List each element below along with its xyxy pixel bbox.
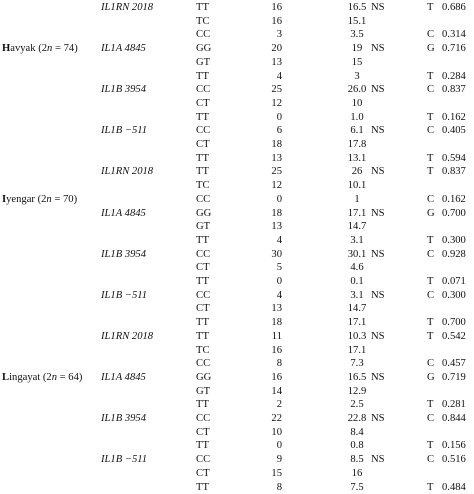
gene-locus: IL1A 4845 bbox=[101, 371, 146, 385]
allele-frequency: 0.300 bbox=[442, 289, 466, 303]
table-row bbox=[0, 111, 474, 125]
table-row bbox=[0, 1, 474, 15]
genotype-cell: TT bbox=[196, 316, 209, 330]
table-row bbox=[0, 439, 474, 453]
allele-cell: G bbox=[427, 371, 435, 385]
table-row bbox=[0, 152, 474, 166]
genotype-cell: TT bbox=[196, 165, 209, 179]
observed-count: 14 bbox=[264, 385, 282, 399]
table-row bbox=[0, 248, 474, 262]
expected-count: 19 bbox=[336, 42, 378, 56]
genotype-cell: CT bbox=[196, 261, 210, 275]
table-row bbox=[0, 138, 474, 152]
allele-frequency: 0.071 bbox=[442, 275, 466, 289]
observed-count: 11 bbox=[264, 330, 282, 344]
observed-count: 8 bbox=[264, 357, 282, 371]
genotype-cell: CC bbox=[196, 412, 210, 426]
significance-cell: NS bbox=[371, 248, 385, 262]
observed-count: 0 bbox=[264, 111, 282, 125]
expected-count: 7.5 bbox=[336, 481, 378, 494]
allele-cell: T bbox=[427, 1, 433, 15]
observed-count: 2 bbox=[264, 398, 282, 412]
allele-cell: T bbox=[427, 234, 433, 248]
allele-cell: C bbox=[427, 453, 434, 467]
allele-cell: T bbox=[427, 165, 433, 179]
allele-cell: C bbox=[427, 124, 434, 138]
gene-locus: IL1B −511 bbox=[101, 124, 147, 138]
observed-count: 4 bbox=[264, 234, 282, 248]
expected-count: 8.5 bbox=[336, 453, 378, 467]
allele-frequency: 0.156 bbox=[442, 439, 466, 453]
observed-count: 13 bbox=[264, 302, 282, 316]
table-row bbox=[0, 426, 474, 440]
expected-count: 26 bbox=[336, 165, 378, 179]
allele-frequency: 0.716 bbox=[442, 42, 466, 56]
table-row bbox=[0, 302, 474, 316]
observed-count: 4 bbox=[264, 289, 282, 303]
expected-count: 14.7 bbox=[336, 220, 378, 234]
allele-frequency: 0.700 bbox=[442, 316, 466, 330]
genotype-cell: GT bbox=[196, 56, 210, 70]
allele-frequency: 0.686 bbox=[442, 1, 466, 15]
genotype-cell: CC bbox=[196, 28, 210, 42]
genotype-cell: GG bbox=[196, 371, 211, 385]
allele-frequency: 0.281 bbox=[442, 398, 466, 412]
table-row bbox=[0, 275, 474, 289]
allele-frequency: 0.284 bbox=[442, 70, 466, 84]
genotype-cell: CC bbox=[196, 83, 210, 97]
observed-count: 16 bbox=[264, 15, 282, 29]
observed-count: 3 bbox=[264, 28, 282, 42]
population-label: Iyengar (2n = 70) bbox=[2, 193, 77, 207]
genotype-cell: CC bbox=[196, 193, 210, 207]
genotype-cell: CT bbox=[196, 97, 210, 111]
genotype-cell: CT bbox=[196, 302, 210, 316]
observed-count: 16 bbox=[264, 344, 282, 358]
expected-count: 1 bbox=[336, 193, 378, 207]
observed-count: 5 bbox=[264, 261, 282, 275]
allele-cell: T bbox=[427, 152, 433, 166]
observed-count: 16 bbox=[264, 1, 282, 15]
gene-locus: IL1RN 2018 bbox=[101, 165, 153, 179]
observed-count: 4 bbox=[264, 70, 282, 84]
allele-cell: C bbox=[427, 412, 434, 426]
observed-count: 15 bbox=[264, 467, 282, 481]
observed-count: 9 bbox=[264, 453, 282, 467]
observed-count: 18 bbox=[264, 207, 282, 221]
gene-locus: IL1A 4845 bbox=[101, 42, 146, 56]
table-row bbox=[0, 56, 474, 70]
gene-locus: IL1B 3954 bbox=[101, 412, 146, 426]
allele-cell: T bbox=[427, 330, 433, 344]
significance-cell: NS bbox=[371, 207, 385, 221]
observed-count: 0 bbox=[264, 193, 282, 207]
expected-count: 4.6 bbox=[336, 261, 378, 275]
allele-frequency: 0.516 bbox=[442, 453, 466, 467]
allele-frequency: 0.594 bbox=[442, 152, 466, 166]
significance-cell: NS bbox=[371, 124, 385, 138]
significance-cell: NS bbox=[371, 453, 385, 467]
table-row bbox=[0, 220, 474, 234]
observed-count: 12 bbox=[264, 179, 282, 193]
allele-cell: C bbox=[427, 193, 434, 207]
expected-count: 6.1 bbox=[336, 124, 378, 138]
gene-locus: IL1B 3954 bbox=[101, 248, 146, 262]
expected-count: 3.5 bbox=[336, 28, 378, 42]
gene-locus: IL1A 4845 bbox=[101, 207, 146, 221]
table-row bbox=[0, 398, 474, 412]
expected-count: 17.1 bbox=[336, 316, 378, 330]
allele-frequency: 0.405 bbox=[442, 124, 466, 138]
table-row bbox=[0, 385, 474, 399]
genotype-cell: CT bbox=[196, 467, 210, 481]
gene-locus: IL1B −511 bbox=[101, 289, 147, 303]
allele-frequency: 0.719 bbox=[442, 371, 466, 385]
observed-count: 20 bbox=[264, 42, 282, 56]
expected-count: 15 bbox=[336, 56, 378, 70]
observed-count: 0 bbox=[264, 275, 282, 289]
observed-count: 10 bbox=[264, 426, 282, 440]
table-row bbox=[0, 316, 474, 330]
genotype-cell: GT bbox=[196, 385, 210, 399]
expected-count: 0.1 bbox=[336, 275, 378, 289]
table-row bbox=[0, 344, 474, 358]
allele-frequency: 0.300 bbox=[442, 234, 466, 248]
gene-locus: IL1B −511 bbox=[101, 453, 147, 467]
population-label: Lingayat (2n = 64) bbox=[2, 371, 82, 385]
observed-count: 25 bbox=[264, 165, 282, 179]
genotype-cell: TT bbox=[196, 152, 209, 166]
allele-frequency: 0.162 bbox=[442, 111, 466, 125]
significance-cell: NS bbox=[371, 371, 385, 385]
genotype-cell: TT bbox=[196, 398, 209, 412]
genotype-cell: TT bbox=[196, 275, 209, 289]
allele-cell: C bbox=[427, 248, 434, 262]
genotype-cell: CT bbox=[196, 138, 210, 152]
genotype-cell: TC bbox=[196, 344, 210, 358]
genotype-cell: TT bbox=[196, 111, 209, 125]
significance-cell: NS bbox=[371, 330, 385, 344]
observed-count: 12 bbox=[264, 97, 282, 111]
significance-cell: NS bbox=[371, 1, 385, 15]
table-row bbox=[0, 97, 474, 111]
genotype-cell: GG bbox=[196, 42, 211, 56]
genotype-cell: TT bbox=[196, 70, 209, 84]
allele-frequency: 0.542 bbox=[442, 330, 466, 344]
genotype-cell: GG bbox=[196, 207, 211, 221]
allele-frequency: 0.162 bbox=[442, 193, 466, 207]
allele-frequency: 0.844 bbox=[442, 412, 466, 426]
genotype-cell: CC bbox=[196, 289, 210, 303]
significance-cell: NS bbox=[371, 412, 385, 426]
observed-count: 0 bbox=[264, 439, 282, 453]
genotype-cell: GT bbox=[196, 220, 210, 234]
expected-count: 16.5 bbox=[336, 371, 378, 385]
expected-count: 8.4 bbox=[336, 426, 378, 440]
allele-cell: T bbox=[427, 275, 433, 289]
allele-cell: C bbox=[427, 28, 434, 42]
expected-count: 26.0 bbox=[336, 83, 378, 97]
observed-count: 18 bbox=[264, 316, 282, 330]
expected-count: 7.3 bbox=[336, 357, 378, 371]
expected-count: 30.1 bbox=[336, 248, 378, 262]
significance-cell: NS bbox=[371, 83, 385, 97]
table-row bbox=[0, 42, 474, 56]
significance-cell: NS bbox=[371, 165, 385, 179]
allele-cell: T bbox=[427, 111, 433, 125]
table-row bbox=[0, 357, 474, 371]
table-row bbox=[0, 330, 474, 344]
expected-count: 10.1 bbox=[336, 179, 378, 193]
genotype-cell: CC bbox=[196, 124, 210, 138]
allele-frequency: 0.837 bbox=[442, 165, 466, 179]
genotype-cell: TT bbox=[196, 439, 209, 453]
allele-cell: C bbox=[427, 83, 434, 97]
expected-count: 22.8 bbox=[336, 412, 378, 426]
allele-frequency: 0.484 bbox=[442, 481, 466, 494]
table-row bbox=[0, 83, 474, 97]
table-row bbox=[0, 289, 474, 303]
genotype-cell: TC bbox=[196, 179, 210, 193]
allele-cell: T bbox=[427, 70, 433, 84]
population-label: Havyak (2n = 74) bbox=[2, 42, 78, 56]
genotype-cell: TT bbox=[196, 1, 209, 15]
expected-count: 15.1 bbox=[336, 15, 378, 29]
allele-frequency: 0.700 bbox=[442, 207, 466, 221]
allele-cell: T bbox=[427, 481, 433, 494]
expected-count: 17.1 bbox=[336, 207, 378, 221]
table-row bbox=[0, 179, 474, 193]
observed-count: 22 bbox=[264, 412, 282, 426]
table-row bbox=[0, 124, 474, 138]
genotype-cell: CC bbox=[196, 453, 210, 467]
allele-frequency: 0.457 bbox=[442, 357, 466, 371]
observed-count: 30 bbox=[264, 248, 282, 262]
allele-cell: T bbox=[427, 316, 433, 330]
expected-count: 0.8 bbox=[336, 439, 378, 453]
expected-count: 16 bbox=[336, 467, 378, 481]
observed-count: 8 bbox=[264, 481, 282, 494]
gene-locus: IL1RN 2018 bbox=[101, 1, 153, 15]
genotype-cell: CC bbox=[196, 248, 210, 262]
expected-count: 3 bbox=[336, 70, 378, 84]
expected-count: 12.9 bbox=[336, 385, 378, 399]
allele-frequency: 0.928 bbox=[442, 248, 466, 262]
expected-count: 10 bbox=[336, 97, 378, 111]
genotype-cell: CC bbox=[196, 357, 210, 371]
table-row bbox=[0, 412, 474, 426]
genotype-cell: TT bbox=[196, 481, 209, 494]
table-row bbox=[0, 234, 474, 248]
expected-count: 3.1 bbox=[336, 234, 378, 248]
observed-count: 13 bbox=[264, 56, 282, 70]
allele-cell: G bbox=[427, 42, 435, 56]
table-row bbox=[0, 193, 474, 207]
genotype-cell: CT bbox=[196, 426, 210, 440]
allele-cell: C bbox=[427, 289, 434, 303]
table-row bbox=[0, 28, 474, 42]
table-row bbox=[0, 207, 474, 221]
allele-cell: T bbox=[427, 439, 433, 453]
gene-locus: IL1RN 2018 bbox=[101, 330, 153, 344]
expected-count: 14.7 bbox=[336, 302, 378, 316]
table-row bbox=[0, 165, 474, 179]
genotype-cell: TT bbox=[196, 234, 209, 248]
observed-count: 16 bbox=[264, 371, 282, 385]
table-row bbox=[0, 15, 474, 29]
expected-count: 3.1 bbox=[336, 289, 378, 303]
observed-count: 25 bbox=[264, 83, 282, 97]
allele-frequency: 0.314 bbox=[442, 28, 466, 42]
table-row bbox=[0, 481, 474, 494]
significance-cell: NS bbox=[371, 42, 385, 56]
gene-locus: IL1B 3954 bbox=[101, 83, 146, 97]
genotype-cell: TC bbox=[196, 15, 210, 29]
table-row bbox=[0, 453, 474, 467]
expected-count: 17.8 bbox=[336, 138, 378, 152]
observed-count: 13 bbox=[264, 220, 282, 234]
expected-count: 13.1 bbox=[336, 152, 378, 166]
expected-count: 10.3 bbox=[336, 330, 378, 344]
observed-count: 18 bbox=[264, 138, 282, 152]
allele-cell: C bbox=[427, 357, 434, 371]
observed-count: 6 bbox=[264, 124, 282, 138]
significance-cell: NS bbox=[371, 289, 385, 303]
table-row bbox=[0, 261, 474, 275]
allele-cell: T bbox=[427, 398, 433, 412]
expected-count: 2.5 bbox=[336, 398, 378, 412]
expected-count: 16.5 bbox=[336, 1, 378, 15]
allele-frequency: 0.837 bbox=[442, 83, 466, 97]
expected-count: 1.0 bbox=[336, 111, 378, 125]
allele-cell: G bbox=[427, 207, 435, 221]
observed-count: 13 bbox=[264, 152, 282, 166]
genotype-cell: TT bbox=[196, 330, 209, 344]
table-row bbox=[0, 70, 474, 84]
expected-count: 17.1 bbox=[336, 344, 378, 358]
table-row bbox=[0, 371, 474, 385]
